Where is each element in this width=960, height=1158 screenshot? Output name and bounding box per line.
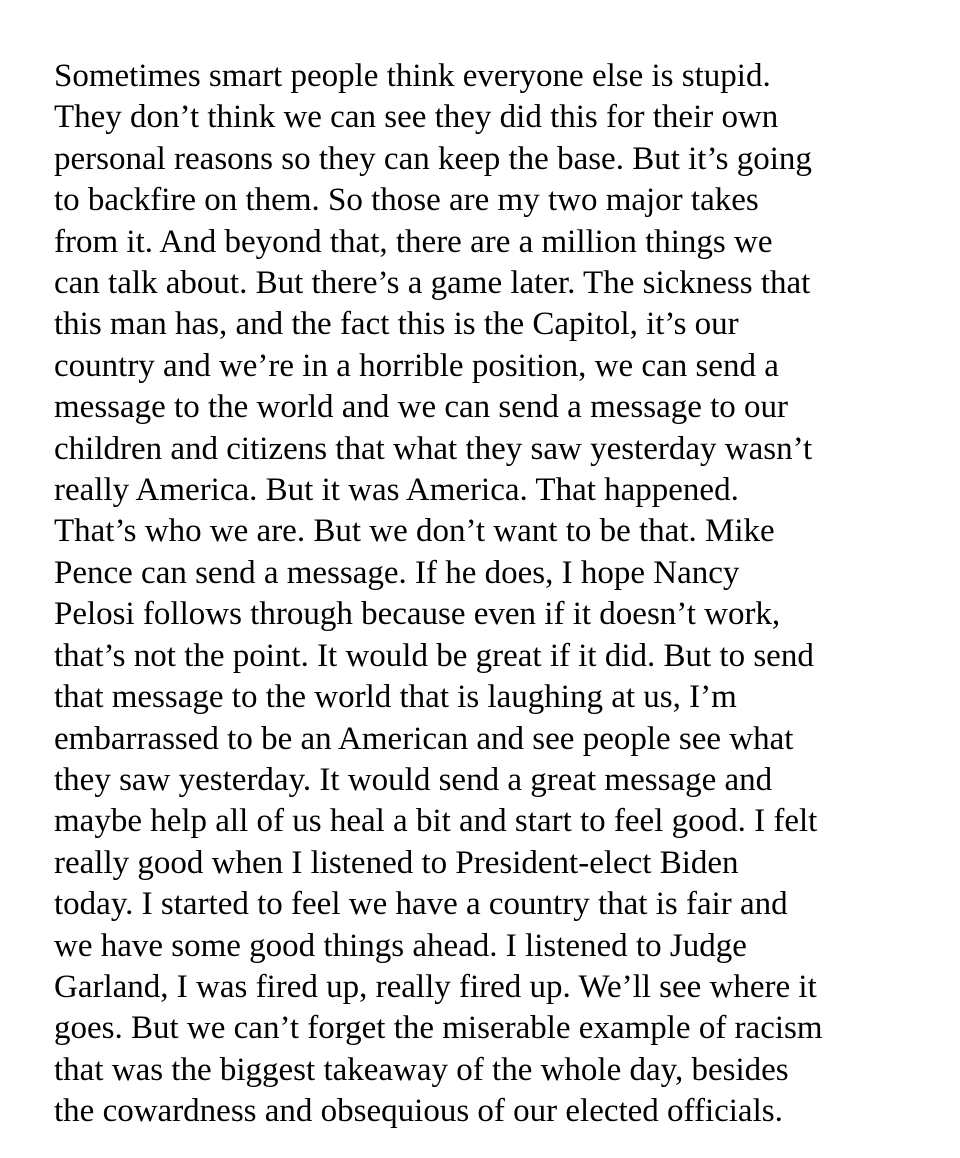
- text-line: country and we’re in a horrible position, we can send a: [54, 347, 779, 384]
- text-line: this man has, and the fact this is the Capitol, it’s our: [54, 306, 739, 343]
- text-line: the cowardness and obsequious of our elected officials.: [54, 1093, 783, 1130]
- text-line: we have some good things ahead. I listened to Judge: [54, 927, 747, 964]
- text-line: children and citizens that what they saw yesterday wasn’t: [54, 430, 813, 467]
- text-line: They don’t think we can see they did this for their own: [54, 99, 779, 136]
- text-line: that message to the world that is laughing at us, I’m: [54, 679, 737, 716]
- text-line: Garland, I was fired up, really fired up. We’ll see where it: [54, 968, 817, 1005]
- text-line: can talk about. But there’s a game later. The sickness that: [54, 265, 811, 302]
- text-line: Sometimes smart people think everyone else is stupid.: [54, 58, 771, 94]
- text-line: personal reasons so they can keep the base. But it’s going: [54, 140, 812, 177]
- text-line: maybe help all of us heal a bit and start to feel good. I felt: [54, 803, 818, 840]
- text-line: That’s who we are. But we don’t want to be that. Mike: [54, 513, 775, 550]
- text-line: really America. But it was America. That happened.: [54, 472, 739, 509]
- text-line: that’s not the point. It would be great if it did. But to send: [54, 637, 814, 674]
- body-paragraph: [54, 56, 934, 1133]
- text-line: message to the world and we can send a message to our: [54, 389, 789, 426]
- text-line: today. I started to feel we have a country that is fair and: [54, 886, 788, 923]
- text-line: they saw yesterday. It would send a great message and: [54, 761, 773, 798]
- text-line: that was the biggest takeaway of the whole day, besides: [54, 1051, 789, 1088]
- text-line: embarrassed to be an American and see people see what: [54, 720, 794, 757]
- text-line: to backfire on them. So those are my two major takes: [54, 182, 759, 219]
- text-line: Pence can send a message. If he does, I hope Nancy: [54, 554, 740, 591]
- text-line: goes. But we can’t forget the miserable example of racism: [54, 1010, 823, 1047]
- text-line: Pelosi follows through because even if it doesn’t work,: [54, 596, 781, 633]
- text-line: from it. And beyond that, there are a million things we: [54, 223, 773, 260]
- text-line: really good when I listened to President-elect Biden: [54, 844, 739, 881]
